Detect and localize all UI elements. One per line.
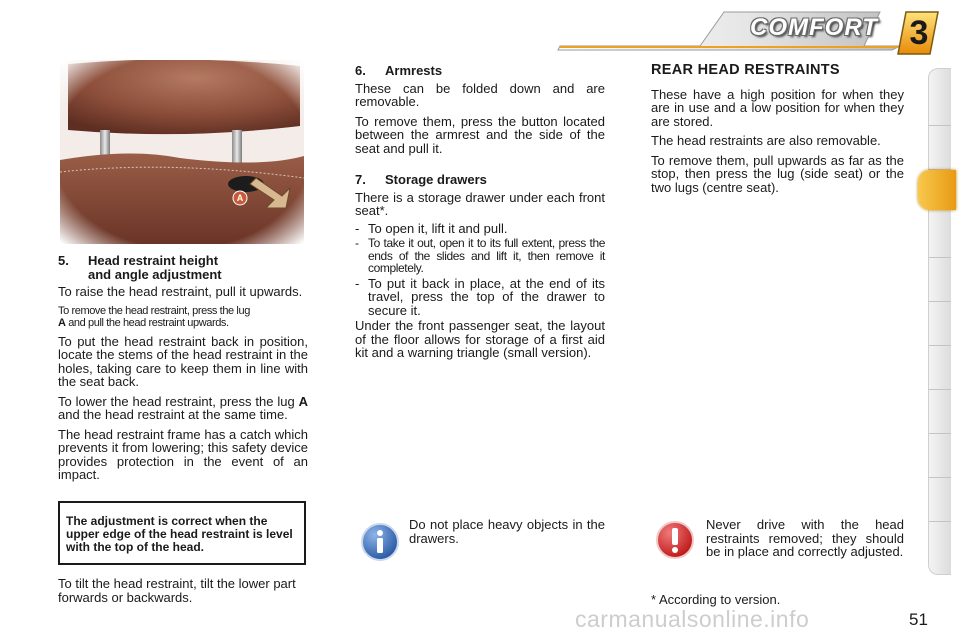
right-column (651, 64, 904, 200)
text-span: To lower the head restraint, press the lug (58, 393, 295, 409)
chapter-tab-strip (928, 68, 951, 575)
paragraph: To raise the head restraint, pull it upwards. (58, 284, 303, 299)
head-restraint-photo (60, 60, 304, 244)
header-band (0, 0, 960, 60)
heading-text: Armrests (385, 63, 443, 78)
list-item-text: To put it back in place, at the end of its travel, press the top of the drawer to secure it. (368, 275, 605, 318)
paragraph: These can be folded down and are removable. (355, 80, 605, 109)
page-number: 51 (909, 610, 928, 629)
lug-reference: A (298, 393, 308, 409)
tab-divider (929, 125, 951, 126)
section-heading-7 (355, 173, 605, 187)
info-note-text: Do not place heavy objects in the drawers. (409, 517, 605, 546)
left-column-footer (58, 577, 308, 610)
tab-divider (929, 345, 951, 346)
tab-divider (929, 521, 951, 522)
adjustment-note-box: The adjustment is correct when the upper edge of the head restraint is level with the top of the head. (58, 501, 306, 565)
list-item: - To open it, lift it and pull. (355, 222, 605, 236)
heading-line: Head restraint height (88, 253, 219, 268)
section-heading-6 (355, 64, 605, 78)
paragraph: To remove them, press the button located between the armrest and the side of the seat and pull it. (355, 113, 605, 156)
text-span: and the head restraint at the same time. (58, 407, 288, 422)
text-span: To remove the head restraint, press the lug (58, 304, 250, 317)
chapter-number: 3 (909, 14, 929, 52)
left-column (58, 254, 308, 488)
paragraph: The head restraint frame has a catch which prevents it from lowering; this safety device provides protection in the event of an impact. (58, 426, 308, 482)
paragraph-small (58, 305, 308, 329)
info-icon (360, 522, 400, 562)
active-chapter-tab[interactable] (918, 170, 956, 210)
footnote: * According to version. (651, 592, 781, 607)
lug-reference: A (58, 316, 66, 329)
warning-note-text: Never drive with the head restraints removed; they should be in place and correctly adjusted. (706, 517, 904, 559)
tab-divider (929, 389, 951, 390)
heading-line: and angle adjustment (88, 266, 222, 282)
watermark: carmanualsonline.info (575, 606, 810, 632)
list-item-text: To open it, lift it and pull. (368, 220, 508, 236)
exclamation-icon (655, 520, 695, 560)
list-item-text: To take it out, open it to its full extent, press the ends of the slides and lift it, then remove it completely. (368, 236, 605, 275)
paragraph: Under the front passenger seat, the layout of the floor allows for storage of a first aid kit and a warning triangle (small version). (355, 318, 605, 360)
list-item: - To take it out, open it to its full extent, press the ends of the slides and lift it, then remove it completely. (355, 236, 605, 275)
text-span: and pull the head restraint upwards. (65, 316, 229, 329)
paragraph: To put the head restraint back in position, locate the stems of the head restraint in the holes, taking care to keep them in line with the seat back. (58, 333, 308, 389)
heading-number: 5. (58, 253, 69, 268)
heading-text: Storage drawers (385, 172, 487, 187)
list-item: - To put it back in place, at the end of its travel, press the top of the drawer to secure it. (355, 275, 605, 318)
paragraph: There is a storage drawer under each front seat*. (355, 189, 605, 218)
paragraph: To tilt the head restraint, tilt the lower part forwards or backwards. (58, 576, 296, 605)
section-title: REAR HEAD RESTRAINTS (651, 62, 840, 78)
paragraph: These have a high position for when they are in use and a low position for when they are stored. (651, 86, 904, 129)
heading-number: 7. (355, 172, 366, 187)
tab-divider (929, 257, 951, 258)
chapter-title: COMFORT (750, 14, 878, 41)
paragraph (58, 395, 308, 422)
tab-divider (929, 433, 951, 434)
heading-number: 6. (355, 63, 366, 78)
tab-divider (929, 301, 951, 302)
paragraph: The head restraints are also removable. (651, 133, 881, 148)
middle-column (355, 64, 605, 366)
tab-divider (929, 477, 951, 478)
paragraph: To remove them, pull upwards as far as the stop, then press the lug (side seat) or the two lugs (centre seat). (651, 152, 904, 195)
section-heading-5 (58, 254, 308, 281)
